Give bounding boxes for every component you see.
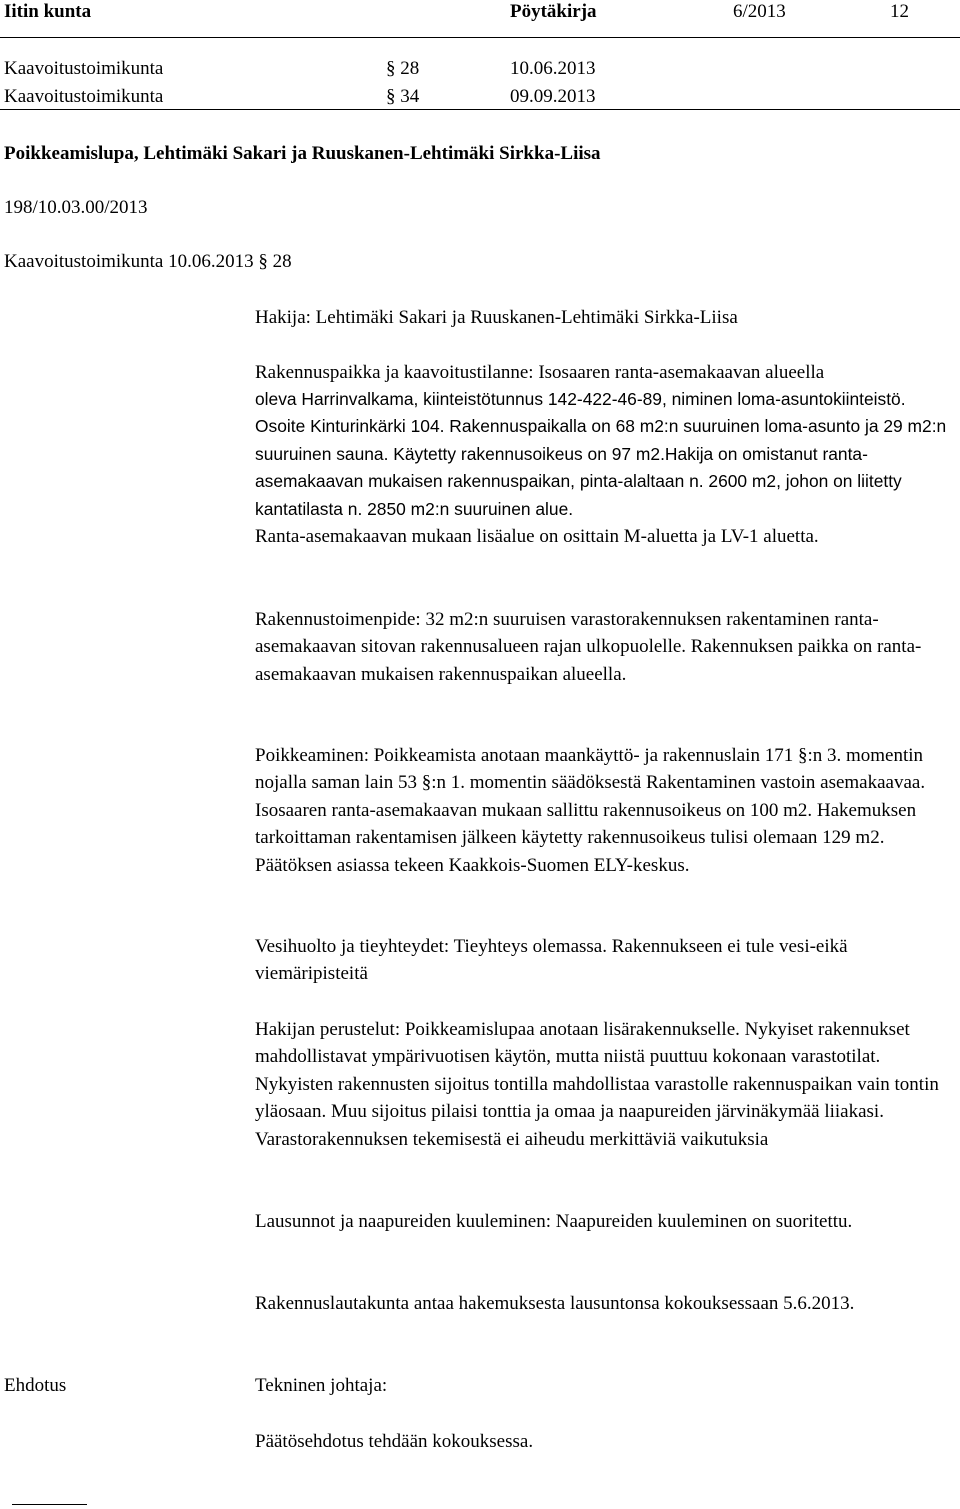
water-paragraph: Vesihuolto ja tieyhteydet: Tieyhteys olemassa. Rakennukseen ei tule vesi-eikä viemäripisteitä [255, 936, 848, 985]
meeting-body: Kaavoitustoimikunta [4, 86, 164, 107]
reasons-paragraph: Hakijan perustelut: Poikkeamislupaa anotaan lisärakennukselle. Nykyiset rakennukset mahdollistavat ympärivuotisen käytön, mutta niistä puuttuu kokonaan varastotilat. Nykyisten rakennusten sijoitus tontilla mahdollistaa varastolle rakennuspaikan vain tontin yläosaan. Muu sijoitus pilaisi tonttia ja omaa ja naapureiden järvinäkymää liiakasi. Varastorakennuksen tekemisestä ei aiheudu merkittäviä vaikutuksia [255, 1019, 939, 1150]
meeting-reference: Kaavoitustoimikunta 10.06.2013 § 28 [4, 251, 292, 272]
protocol-number: 6/2013 [733, 1, 786, 22]
footer-rule [12, 1504, 87, 1505]
meeting-section: § 28 [386, 58, 420, 79]
proposal-label: Ehdotus [4, 1375, 67, 1396]
proposal-text: Päätösehdotus tehdään kokouksessa. [255, 1431, 534, 1452]
applicant-paragraph: Hakija: Lehtimäki Sakari ja Ruuskanen-Lehtimäki Sirkka-Liisa [255, 307, 738, 328]
meeting-date: 09.09.2013 [510, 86, 596, 107]
document-type: Pöytäkirja [510, 1, 597, 22]
site-paragraph-line1: Rakennuspaikka ja kaavoitustilanne: Isosaaren ranta-asemakaavan alueella [255, 362, 825, 383]
statements-paragraph: Lausunnot ja naapureiden kuuleminen: Naapureiden kuuleminen on suoritettu. [255, 1211, 853, 1232]
meeting-date: 10.06.2013 [510, 58, 596, 79]
page-number: 12 [890, 1, 909, 22]
header-rule [0, 37, 960, 38]
board-paragraph: Rakennuslautakunta antaa hakemuksesta lausuntonsa kokouksessaan 5.6.2013. [255, 1293, 855, 1314]
site-paragraph-end: Ranta-asemakaavan mukaan lisäalue on osittain M-aluetta ja LV-1 aluetta. [255, 526, 819, 547]
site-paragraph-body: oleva Harrinvalkama, kiinteistötunnus 142-422-46-89, niminen loma-asuntokiinteistö. Osoite Kinturinkärki 104. Rakennuspaikalla on 68 m2:n suuruinen loma-asunto ja 29 m2:n suuruinen sauna. Käytetty rakennusoikeus on 97 m2.Hakija on omistanut ranta-asemakaavan mukaisen rakennuspaikan, pinta-alaltaan n. 2600 m2, johon on liitetty kantatilasta n. 2850 m2:n suuruinen alue. [255, 389, 947, 519]
page-title: Poikkeamislupa, Lehtimäki Sakari ja Ruuskanen-Lehtimäki Sirkka-Liisa [4, 143, 601, 164]
meeting-section: § 34 [386, 86, 420, 107]
municipality-name: Iitin kunta [4, 1, 92, 22]
deviation-paragraph: Poikkeaminen: Poikkeamista anotaan maankäyttö- ja rakennuslain 171 §:n 3. momentin nojalla saman lain 53 §:n 1. momentin säädöksestä Rakentaminen vastoin asemakaavaa. Isosaaren ranta-asemakaavan mukaan sallittu rakennusoikeus on 100 m2. Hakemuksen tarkoittaman rakentamisen jälkeen käytetty rakennusoikeus tulisi olemaan 129 m2. Päätöksen asiassa tekeen Kaakkois-Suomen ELY-keskus. [255, 745, 926, 876]
measure-paragraph: Rakennustoimenpide: 32 m2:n suuruisen varastorakennuksen rakentaminen ranta-asemakaavan sitovan rakennusalueen rajan ulkopuolelle. Rakennuksen paikka on ranta-asemakaavan mukaisen rakennuspaikan alueella. [255, 609, 922, 685]
meeting-body: Kaavoitustoimikunta [4, 58, 164, 79]
meetings-rule [0, 109, 960, 110]
proposal-presenter: Tekninen johtaja: [255, 1375, 388, 1396]
case-number: 198/10.03.00/2013 [4, 197, 148, 218]
